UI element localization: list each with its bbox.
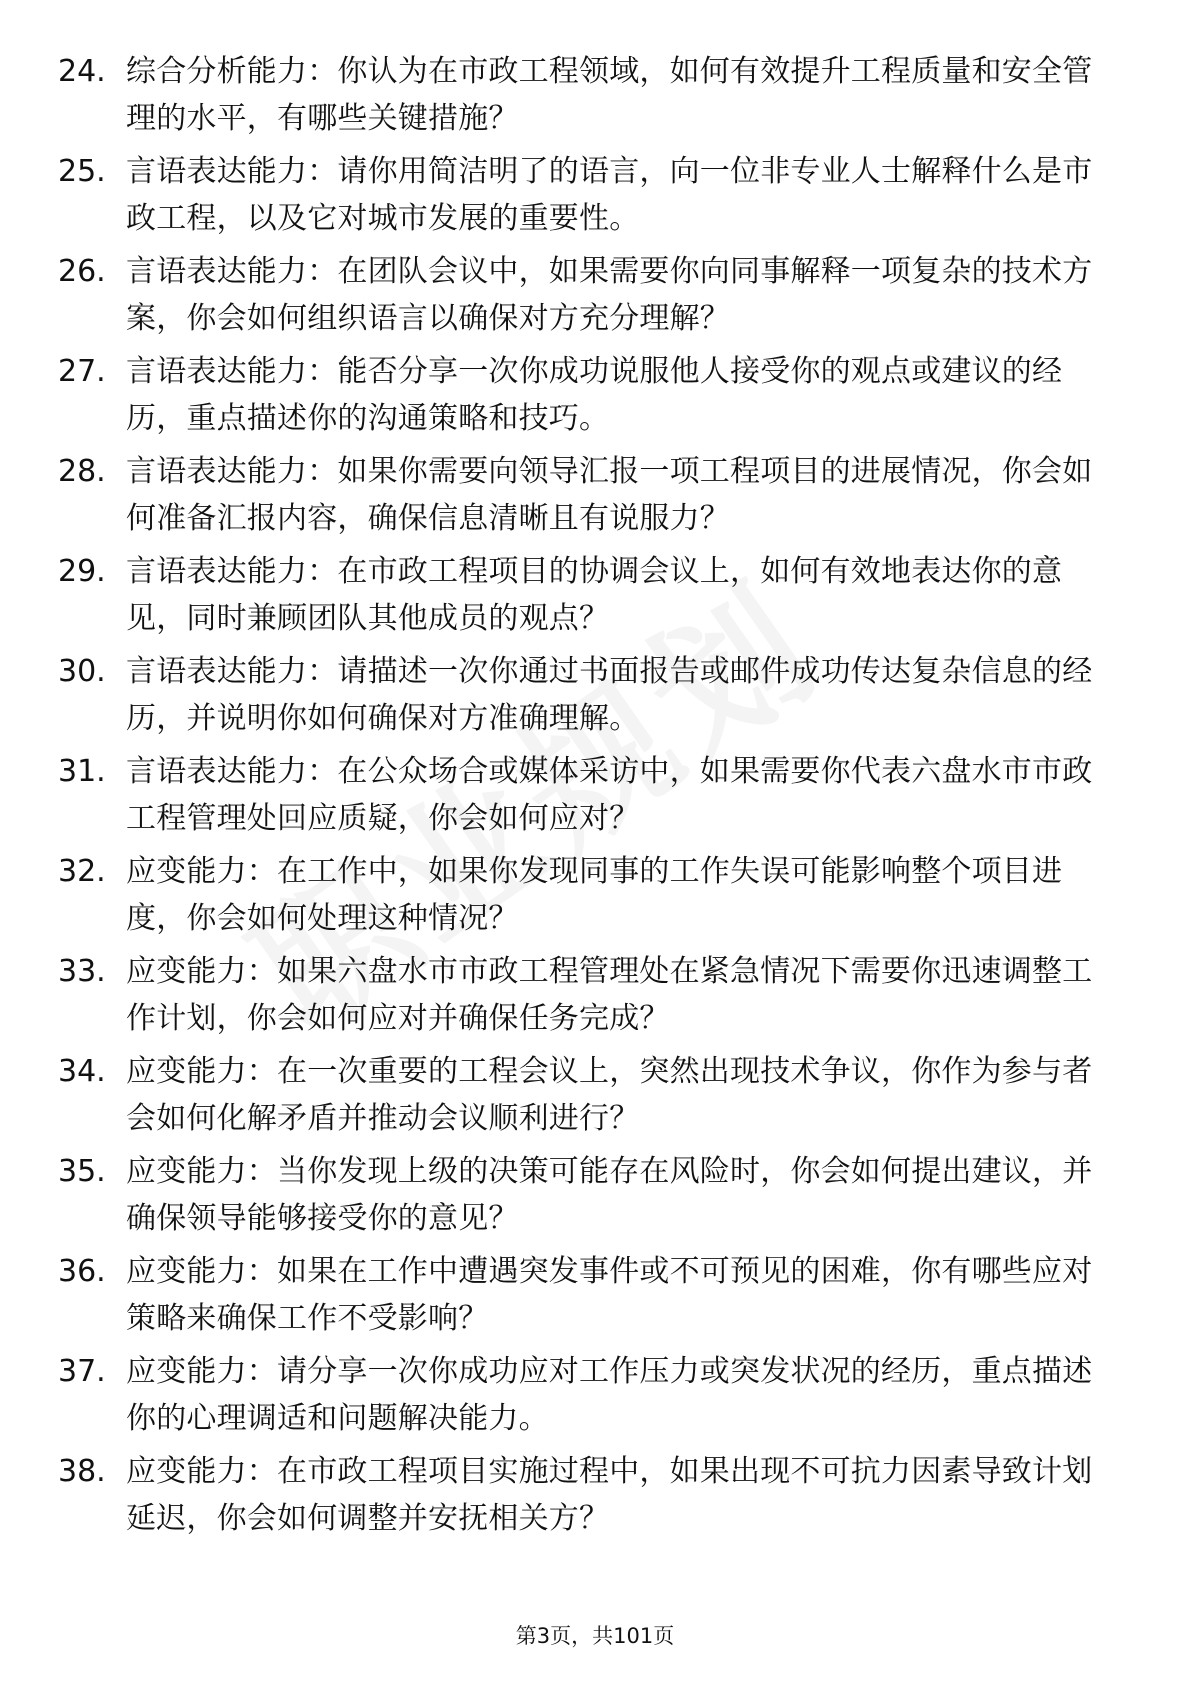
question-text: 言语表达能力：在团队会议中，如果需要你向同事解释一项复杂的技术方案，你会如何组织语言以确保对方充分理解？ — [126, 254, 1093, 336]
question-number: 29. — [58, 554, 106, 589]
question-item — [58, 848, 1118, 948]
question-number: 36. — [58, 1254, 106, 1289]
question-item — [58, 1448, 1118, 1548]
question-text: 应变能力：请分享一次你成功应对工作压力或突发状况的经历，重点描述你的心理调适和问题解决能力。 — [126, 1354, 1093, 1436]
page-number: 第3页，共101页 — [515, 1624, 675, 1648]
question-number: 27. — [58, 354, 106, 389]
question-item — [58, 248, 1118, 348]
question-item — [58, 648, 1118, 748]
question-text: 应变能力：当你发现上级的决策可能存在风险时，你会如何提出建议，并确保领导能够接受你的意见？ — [126, 1154, 1093, 1236]
question-number: 34. — [58, 1054, 106, 1089]
question-text: 应变能力：在一次重要的工程会议上，突然出现技术争议，你作为参与者会如何化解矛盾并推动会议顺利进行？ — [126, 1054, 1093, 1136]
question-number: 24. — [58, 54, 106, 89]
question-text: 言语表达能力：请描述一次你通过书面报告或邮件成功传达复杂信息的经历，并说明你如何确保对方准确理解。 — [126, 654, 1093, 736]
question-item — [58, 348, 1118, 448]
question-item — [58, 1348, 1118, 1448]
question-number: 35. — [58, 1154, 106, 1189]
question-item — [58, 1148, 1118, 1248]
question-item — [58, 1048, 1118, 1148]
question-text: 应变能力：在市政工程项目实施过程中，如果出现不可抗力因素导致计划延迟，你会如何调整并安抚相关方？ — [126, 1454, 1093, 1536]
question-number: 25. — [58, 154, 106, 189]
question-number: 26. — [58, 254, 106, 289]
question-number: 32. — [58, 854, 106, 889]
question-text: 应变能力：如果在工作中遭遇突发事件或不可预见的困难，你有哪些应对策略来确保工作不受影响？ — [126, 1254, 1093, 1336]
question-number: 31. — [58, 754, 106, 789]
question-number: 30. — [58, 654, 106, 689]
question-text: 言语表达能力：在公众场合或媒体采访中，如果需要你代表六盘水市市政工程管理处回应质疑，你会如何应对？ — [126, 754, 1093, 836]
question-item — [58, 548, 1118, 648]
question-item — [58, 948, 1118, 1048]
question-number: 37. — [58, 1354, 106, 1389]
question-list — [58, 48, 1118, 1548]
question-item — [58, 1248, 1118, 1348]
question-text: 应变能力：如果六盘水市市政工程管理处在紧急情况下需要你迅速调整工作计划，你会如何应对并确保任务完成？ — [126, 954, 1093, 1036]
question-text: 应变能力：在工作中，如果你发现同事的工作失误可能影响整个项目进度，你会如何处理这种情况？ — [126, 854, 1063, 936]
question-item — [58, 48, 1118, 148]
question-number: 38. — [58, 1454, 106, 1489]
question-text: 言语表达能力：如果你需要向领导汇报一项工程项目的进展情况，你会如何准备汇报内容，确保信息清晰且有说服力？ — [126, 454, 1093, 536]
question-number: 33. — [58, 954, 106, 989]
question-text: 言语表达能力：能否分享一次你成功说服他人接受你的观点或建议的经历，重点描述你的沟通策略和技巧。 — [126, 354, 1063, 436]
question-text: 言语表达能力：请你用简洁明了的语言，向一位非专业人士解释什么是市政工程，以及它对城市发展的重要性。 — [126, 154, 1093, 236]
question-text: 综合分析能力：你认为在市政工程领域，如何有效提升工程质量和安全管理的水平，有哪些关键措施？ — [126, 54, 1093, 136]
question-item — [58, 448, 1118, 548]
question-item — [58, 148, 1118, 248]
question-item — [58, 748, 1118, 848]
question-number: 28. — [58, 454, 106, 489]
question-text: 言语表达能力：在市政工程项目的协调会议上，如何有效地表达你的意见，同时兼顾团队其他成员的观点？ — [126, 554, 1063, 636]
